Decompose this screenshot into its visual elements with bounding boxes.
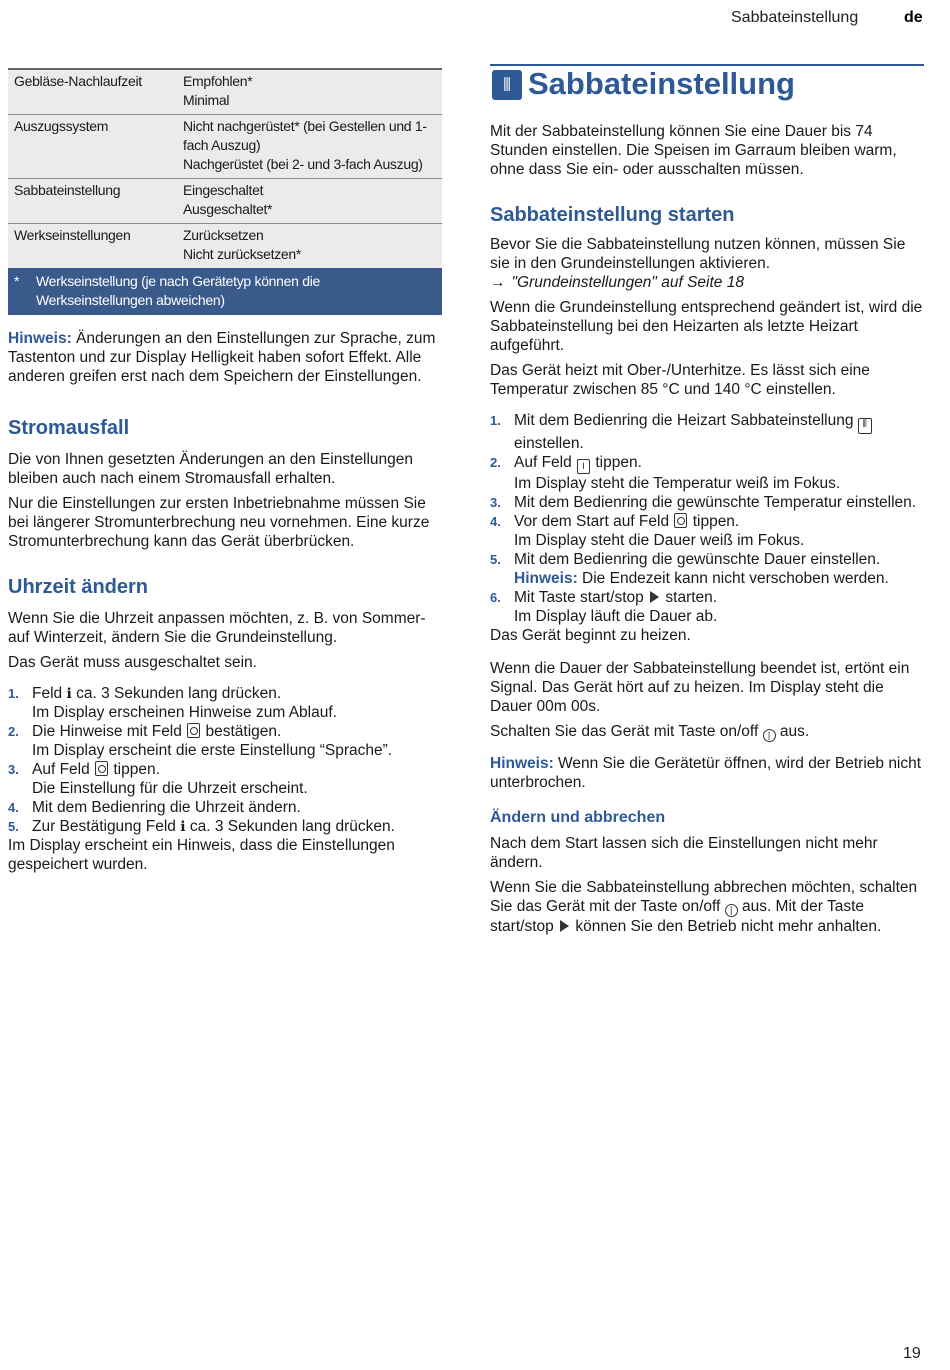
end-p1: Wenn die Dauer der Sabbateinstellung beendet ist, ertönt ein Signal. Das Gerät hört auf zu heizen. Im Display steht die Dauer 00m 00s. — [490, 660, 910, 715]
info-key-icon: ℹ — [180, 818, 186, 834]
hint-text: Änderungen an den Einstellungen zur Sprache, zum Tastenton und zur Display Helligkeit haben sofort Effekt. Alle anderen greifen erst nach dem Speichern der Einstellungen. — [8, 330, 436, 385]
stromausfall-p2: Nur die Einstellungen zur ersten Inbetriebnahme müssen Sie bei längerer Stromunterbrechung neu vornehmen. Eine kurze Stromunterbrechung kann das Gerät überbrücken. — [8, 495, 430, 550]
page-number: 19 — [903, 1345, 921, 1362]
table-label-cell: Auszugssystem — [14, 118, 109, 134]
section-title-start: Sabbateinstellung starten — [490, 204, 735, 226]
right-column — [490, 64, 924, 942]
clock-field-icon — [187, 723, 200, 738]
list-item: 4. Mit dem Bedienring die Uhrzeit ändern. — [8, 799, 301, 816]
after-steps: Das Gerät beginnt zu heizen. — [490, 627, 691, 644]
table-value: Nicht zurücksetzen* — [183, 246, 302, 262]
list-item: 5. Mit dem Bedienring die gewünschte Dauer einstellen. Hinweis: Die Endezeit kann nicht verschoben werden. — [490, 550, 924, 588]
left-column — [8, 68, 442, 880]
cross-reference-link[interactable]: "Grundeinstellungen" auf Seite 18 — [511, 274, 744, 291]
uhrzeit-steps — [8, 684, 442, 836]
table-value: Eingeschaltet — [183, 182, 264, 198]
list-item: 3. Auf Feld tippen. Die Einstellung für die Uhrzeit erscheint. — [8, 761, 308, 797]
clock-field-icon — [674, 513, 687, 528]
start-p1: Bevor Sie die Sabbateinstellung nutzen können, müssen Sie sie in den Grundeinstellungen aktivieren. → "Grundeinstellungen" auf Seite 18 — [490, 236, 906, 291]
hint-label: Hinweis: — [8, 330, 72, 347]
uhrzeit-p1: Wenn Sie die Uhrzeit anpassen möchten, z. B. von Sommer- auf Winterzeit, ändern Sie die Grundeinstellung. — [8, 610, 426, 646]
table-value: Minimal — [183, 92, 230, 108]
table-label-cell: Werkseinstellungen — [14, 227, 131, 243]
table-value: Nicht nachgerüstet* (bei Gestellen und 1-fach Auszug) — [183, 118, 427, 153]
uhrzeit-p2: Das Gerät muss ausgeschaltet sein. — [8, 654, 257, 671]
stromausfall-p1: Die von Ihnen gesetzten Änderungen an den Einstellungen bleiben auch nach einem Stromausfall erhalten. — [8, 451, 414, 487]
chapter-title: Sabbateinstellung — [528, 66, 795, 101]
list-item: 1. Feld ℹ ca. 3 Sekunden lang drücken. Im Display erscheinen Hinweise zum Ablauf. — [8, 685, 337, 721]
table-row — [8, 179, 442, 224]
change-p1: Nach dem Start lassen sich die Einstellungen nicht mehr ändern. — [490, 835, 878, 871]
sabbat-steps — [490, 411, 924, 626]
info-key-icon: ℹ — [66, 685, 72, 701]
table-label-cell: Gebläse-Nachlaufzeit — [14, 73, 142, 89]
list-item: 1. Mit dem Bedienring die Heizart Sabbateinstellung ⫴ einstellen. — [490, 411, 924, 453]
start-p3: Das Gerät heizt mit Ober-/Unterhitze. Es lässt sich eine Temperatur zwischen 85 °C und 140 °C einstellen. — [490, 362, 870, 398]
play-icon — [650, 591, 659, 603]
uhrzeit-end: Im Display erscheint ein Hinweis, dass die Einstellungen gespeichert wurden. — [8, 837, 395, 873]
hint-paragraph — [8, 329, 442, 386]
table-value: Nachgerüstet (bei 2- und 3-fach Auszug) — [183, 156, 423, 172]
xref-arrow-icon: → — [490, 274, 506, 291]
table-value: Ausgeschaltet* — [183, 201, 273, 217]
list-item: 4. Vor dem Start auf Feld tippen. Im Display steht die Dauer weiß im Fokus. — [490, 513, 805, 549]
table-footnote: * Werkseinstellung (je nach Gerätetyp können die Werkseinstellungen abweichen) — [14, 273, 321, 308]
list-item: 5. Zur Bestätigung Feld ℹ ca. 3 Sekunden lang drücken. — [8, 818, 395, 835]
running-header-title: Sabbateinstellung — [731, 9, 859, 26]
list-item: 6. Mit Taste start/stop starten. Im Display läuft die Dauer ab. — [490, 589, 718, 625]
chapter-heading — [490, 64, 924, 104]
table-row — [8, 115, 442, 179]
sabbath-mode-icon: ⫴ — [492, 70, 522, 100]
table-values-cell — [177, 69, 442, 115]
section-title-uhrzeit: Uhrzeit ändern — [8, 576, 149, 598]
section-title-aendern: Ändern und abbrechen — [490, 809, 666, 826]
table-label-cell: Sabbateinstellung — [14, 182, 121, 198]
start-p2: Wenn die Grundeinstellung entsprechend geändert ist, wird die Sabbateinstellung bei den Heizarten als letzte Heizart aufgeführt. — [490, 299, 923, 354]
sabbath-heating-icon: ⫴ — [858, 418, 872, 434]
language-code: de — [904, 9, 923, 26]
table-values-cell — [177, 224, 442, 269]
play-icon — [560, 920, 569, 932]
change-p2: Wenn Sie die Sabbateinstellung abbrechen möchten, schalten Sie das Gerät mit der Taste on/off | aus. Mit der Taste start/stop können Sie den Betrieb nicht mehr anhalten. — [490, 879, 918, 935]
list-item: 3. Mit dem Bedienring die gewünschte Temperatur einstellen. — [490, 494, 917, 511]
list-item: 2. Auf Feld ǀ tippen. Im Display steht die Temperatur weiß im Fokus. — [490, 454, 841, 492]
right-hint: Hinweis: Wenn Sie die Gerätetür öffnen, wird der Betrieb nicht unterbrochen. — [490, 755, 922, 791]
table-value: Zurücksetzen — [183, 227, 264, 243]
settings-table — [8, 68, 442, 315]
table-value: Empfohlen* — [183, 73, 253, 89]
thermometer-field-icon: ǀ — [577, 459, 590, 474]
end-p2: Schalten Sie das Gerät mit Taste on/off | aus. — [490, 723, 810, 740]
power-icon: | — [763, 729, 776, 742]
table-footnote-row — [8, 268, 442, 315]
table-values-cell — [177, 179, 442, 224]
table-row — [8, 224, 442, 269]
section-title-stromausfall: Stromausfall — [8, 417, 130, 439]
table-values-cell — [177, 115, 442, 179]
power-icon: | — [725, 904, 738, 917]
list-item: 2. Die Hinweise mit Feld bestätigen. Im Display erscheint die erste Einstellung “Sprache”. — [8, 723, 393, 759]
step-hint: Hinweis: Die Endezeit kann nicht verschoben werden. — [514, 570, 889, 587]
table-row — [8, 69, 442, 115]
clock-field-icon — [95, 761, 108, 776]
sabbat-intro: Mit der Sabbateinstellung können Sie eine Dauer bis 74 Stunden einstellen. Die Speisen im Garraum bleiben warm, ohne dass Sie ein- oder ausschalten müssen. — [490, 123, 897, 178]
hint-label: Hinweis: — [490, 755, 554, 772]
